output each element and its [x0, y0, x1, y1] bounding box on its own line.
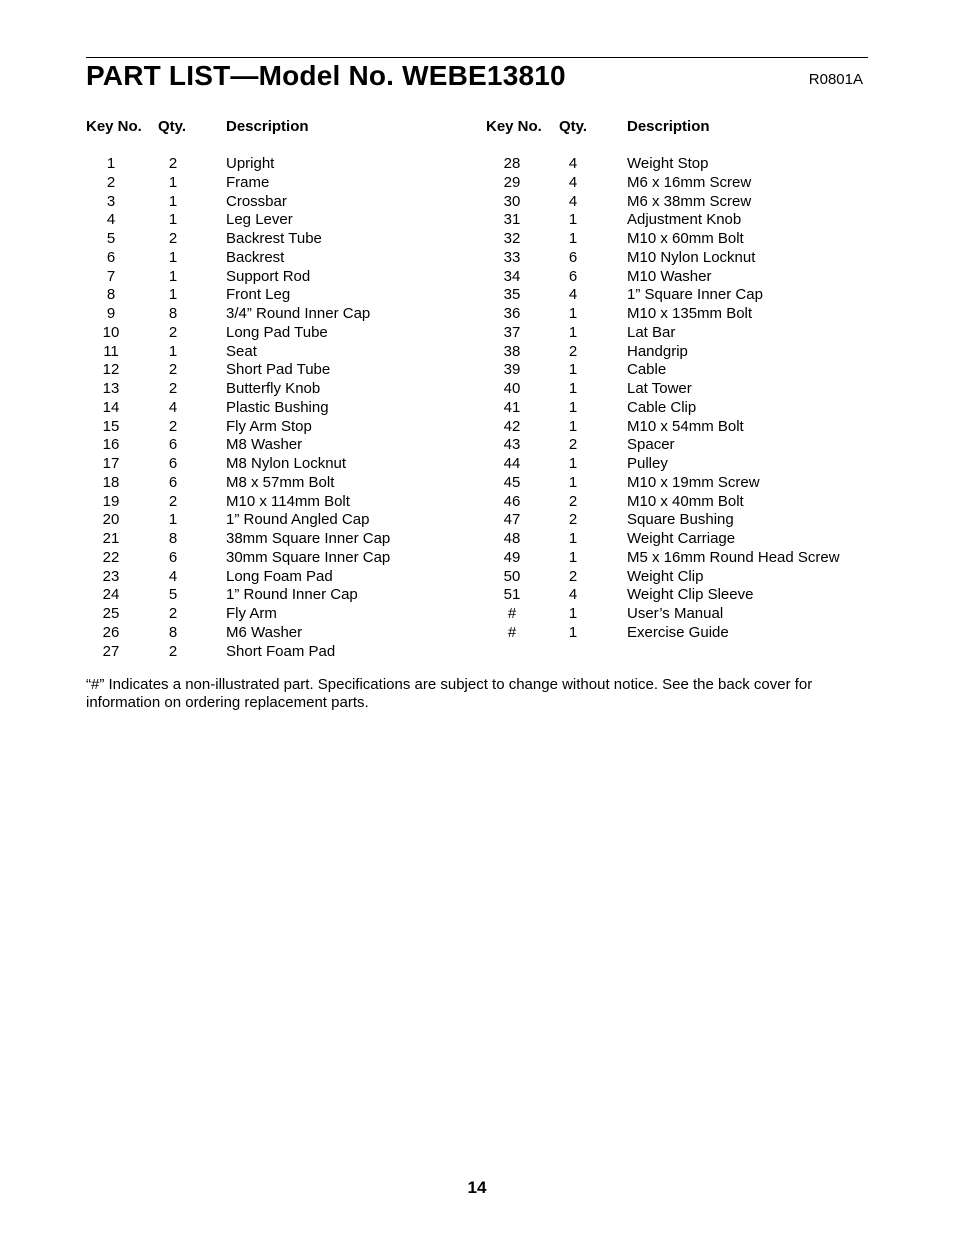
part-description: M8 Washer: [226, 436, 303, 454]
part-qty: 1: [568, 361, 578, 379]
part-key-no: 42: [503, 417, 521, 435]
part-description: Lat Tower: [627, 380, 692, 397]
table-row: [486, 586, 876, 605]
part-qty: 1: [168, 248, 178, 266]
part-key-no: 22: [102, 548, 120, 566]
part-qty: 4: [168, 567, 178, 585]
part-description: Upright: [226, 155, 275, 172]
part-description: M10 x 135mm Bolt: [627, 305, 753, 322]
table-row: [486, 305, 876, 324]
header-description: Description: [226, 118, 309, 135]
part-description: M6 x 38mm Screw: [627, 192, 752, 210]
part-key-no: 45: [503, 473, 521, 491]
part-qty: 1: [568, 605, 578, 622]
part-description: Frame: [226, 173, 270, 191]
part-key-no: 9: [106, 305, 116, 322]
part-description: Front Leg: [226, 286, 291, 304]
part-description: 1” Square Inner Cap: [627, 286, 763, 304]
part-description: Short Pad Tube: [226, 361, 331, 379]
part-qty: 6: [168, 455, 178, 472]
table-row: [86, 324, 476, 343]
table-row: [486, 193, 876, 212]
part-qty: 1: [568, 623, 578, 641]
document-code: R0801A: [808, 71, 863, 88]
part-key-no: 31: [503, 211, 521, 229]
part-description: Pulley: [627, 455, 668, 472]
part-qty: 2: [168, 361, 178, 379]
table-row: [86, 511, 476, 530]
table-row: [86, 605, 476, 624]
table-row: [86, 361, 476, 380]
part-qty: 1: [168, 286, 178, 304]
part-key-no: 29: [503, 173, 521, 191]
part-description: Crossbar: [226, 192, 287, 210]
part-qty: 1: [568, 211, 578, 229]
part-description: M10 x 19mm Screw: [627, 473, 760, 491]
header-description: Description: [627, 118, 710, 135]
part-description: M5 x 16mm Round Head Screw: [627, 548, 840, 566]
header-qty: Qty.: [158, 118, 187, 135]
part-key-no: 13: [102, 380, 120, 397]
part-key-no: 24: [102, 586, 120, 604]
part-qty: 1: [568, 417, 578, 435]
table-row: [86, 155, 476, 174]
part-key-no: 39: [503, 361, 521, 379]
part-description: Support Rod: [226, 267, 311, 285]
part-qty: 1: [168, 267, 178, 285]
part-description: Handgrip: [627, 342, 688, 360]
part-qty: 6: [168, 548, 178, 566]
table-row: [486, 530, 876, 549]
part-key-no: 20: [102, 511, 120, 529]
part-key-no: 23: [102, 567, 120, 585]
part-description: Short Foam Pad: [226, 642, 336, 660]
part-description: Butterfly Knob: [226, 380, 321, 397]
table-row: [86, 305, 476, 324]
part-key-no: 26: [102, 623, 120, 641]
part-description: 1” Round Angled Cap: [226, 511, 370, 529]
part-description: Leg Lever: [226, 211, 293, 229]
part-key-no: 46: [503, 492, 521, 510]
table-row: [86, 568, 476, 587]
part-qty: 1: [168, 342, 178, 360]
part-key-no: #: [507, 623, 517, 641]
part-qty: 4: [568, 286, 578, 304]
part-qty: 2: [568, 492, 578, 510]
part-key-no: 18: [102, 473, 120, 491]
part-key-no: 30: [503, 192, 521, 210]
part-key-no: 50: [503, 567, 521, 585]
part-description: Weight Carriage: [627, 530, 736, 547]
part-qty: 4: [568, 192, 578, 210]
table-row: [486, 174, 876, 193]
part-description: Spacer: [627, 436, 675, 454]
part-qty: 1: [568, 380, 578, 397]
part-qty: 1: [168, 511, 178, 529]
part-key-no: 16: [102, 436, 120, 454]
part-qty: 1: [168, 211, 178, 229]
table-row: [86, 549, 476, 568]
table-row: [486, 624, 876, 643]
part-key-no: 3: [106, 192, 116, 210]
part-key-no: 40: [503, 380, 521, 397]
part-description: Cable: [627, 361, 667, 379]
part-key-no: 51: [503, 586, 521, 604]
part-qty: 2: [168, 642, 178, 660]
part-qty: 2: [568, 342, 578, 360]
table-row: [486, 343, 876, 362]
table-row: [86, 586, 476, 605]
part-key-no: 19: [102, 492, 120, 510]
part-description: Lat Bar: [627, 323, 676, 341]
part-qty: 1: [568, 473, 578, 491]
part-description: Fly Arm Stop: [226, 417, 312, 435]
column-headers: [86, 118, 476, 138]
table-row: [86, 174, 476, 193]
part-description: Exercise Guide: [627, 623, 729, 641]
table-row: [486, 418, 876, 437]
part-key-no: 5: [106, 230, 116, 247]
table-row: [486, 211, 876, 230]
part-description: M10 x 114mm Bolt: [226, 492, 350, 510]
part-qty: 1: [568, 305, 578, 322]
part-key-no: 7: [106, 267, 116, 285]
part-key-no: #: [507, 605, 517, 622]
part-qty: 8: [168, 305, 178, 322]
part-rows: [86, 155, 476, 661]
part-qty: 6: [168, 436, 178, 454]
header-key-no: Key No.: [86, 118, 142, 135]
part-description: 1” Round Inner Cap: [226, 586, 358, 604]
part-qty: 2: [168, 492, 178, 510]
part-key-no: 38: [503, 342, 521, 360]
part-description: Square Bushing: [627, 511, 734, 529]
part-key-no: 4: [106, 211, 116, 229]
part-qty: 4: [568, 586, 578, 604]
part-key-no: 44: [503, 455, 521, 472]
part-description: Weight Stop: [627, 155, 709, 172]
part-list-right: [486, 118, 876, 641]
part-qty: 1: [568, 398, 578, 416]
part-rows: [486, 155, 876, 643]
part-qty: 4: [568, 173, 578, 191]
part-qty: 6: [168, 473, 178, 491]
part-key-no: 49: [503, 548, 521, 566]
table-row: [486, 493, 876, 512]
part-qty: 8: [168, 530, 178, 547]
part-key-no: 12: [102, 361, 120, 379]
part-key-no: 36: [503, 305, 521, 322]
table-row: [86, 343, 476, 362]
part-description: Long Foam Pad: [226, 567, 333, 585]
part-key-no: 15: [102, 417, 120, 435]
table-row: [86, 380, 476, 399]
table-row: [86, 455, 476, 474]
part-key-no: 33: [503, 248, 521, 266]
part-qty: 2: [168, 155, 178, 172]
header-qty: Qty.: [559, 118, 588, 135]
table-row: [86, 193, 476, 212]
part-key-no: 43: [503, 436, 521, 454]
table-row: [86, 493, 476, 512]
table-row: [86, 249, 476, 268]
part-description: M10 Washer: [627, 267, 712, 285]
part-qty: 2: [168, 380, 178, 397]
table-row: [86, 624, 476, 643]
part-description: Plastic Bushing: [226, 398, 329, 416]
part-key-no: 41: [503, 398, 521, 416]
part-key-no: 6: [106, 248, 116, 266]
part-qty: 2: [168, 605, 178, 622]
part-qty: 2: [168, 323, 178, 341]
table-row: [486, 474, 876, 493]
part-qty: 1: [568, 455, 578, 472]
part-qty: 1: [568, 530, 578, 547]
table-row: [86, 474, 476, 493]
header-rule: [86, 57, 868, 58]
part-description: M8 Nylon Locknut: [226, 455, 347, 472]
table-row: [486, 568, 876, 587]
table-row: [486, 399, 876, 418]
table-row: [486, 549, 876, 568]
part-key-no: 21: [102, 530, 120, 547]
table-row: [486, 511, 876, 530]
part-key-no: 14: [102, 398, 120, 416]
table-row: [86, 286, 476, 305]
part-qty: 2: [568, 511, 578, 529]
part-key-no: 47: [503, 511, 521, 529]
part-qty: 1: [568, 230, 578, 247]
part-qty: 4: [168, 398, 178, 416]
table-row: [486, 286, 876, 305]
part-description: Weight Clip: [627, 567, 704, 585]
part-qty: 4: [568, 155, 578, 172]
table-row: [486, 605, 876, 624]
part-description: Fly Arm: [226, 605, 277, 622]
part-description: Adjustment Knob: [627, 211, 742, 229]
part-description: Weight Clip Sleeve: [627, 586, 754, 604]
page-number: 14: [467, 1178, 487, 1197]
part-key-no: 1: [106, 155, 116, 172]
part-qty: 6: [568, 267, 578, 285]
part-qty: 2: [568, 436, 578, 454]
table-row: [86, 530, 476, 549]
table-row: [486, 155, 876, 174]
table-row: [86, 643, 476, 662]
part-description: 3/4” Round Inner Cap: [226, 305, 371, 322]
part-key-no: 2: [106, 173, 116, 191]
table-row: [86, 418, 476, 437]
part-list-left: [86, 118, 476, 660]
part-key-no: 27: [102, 642, 120, 660]
part-description: 38mm Square Inner Cap: [226, 530, 391, 547]
part-qty: 6: [568, 248, 578, 266]
table-row: [486, 268, 876, 287]
part-description: Cable Clip: [627, 398, 697, 416]
part-qty: 8: [168, 623, 178, 641]
part-description: M10 x 40mm Bolt: [627, 492, 744, 510]
part-description: M6 x 16mm Screw: [627, 173, 752, 191]
part-description: M10 x 60mm Bolt: [627, 230, 744, 247]
footnote: “#” Indicates a non-illustrated part. Specifications are subject to change without notice. See the back cover for information on ordering replacement parts.: [86, 676, 813, 711]
part-key-no: 10: [102, 323, 120, 341]
table-row: [486, 380, 876, 399]
table-row: [486, 324, 876, 343]
part-qty: 2: [168, 230, 178, 247]
table-row: [486, 361, 876, 380]
header-key-no: Key No.: [486, 118, 542, 135]
table-row: [86, 268, 476, 287]
table-row: [86, 230, 476, 249]
part-key-no: 11: [103, 342, 119, 360]
part-key-no: 35: [503, 286, 521, 304]
part-description: Backrest Tube: [226, 230, 322, 247]
table-row: [86, 211, 476, 230]
part-description: 30mm Square Inner Cap: [226, 548, 391, 566]
part-qty: 2: [168, 417, 178, 435]
table-row: [486, 230, 876, 249]
part-description: M6 Washer: [226, 623, 303, 641]
part-key-no: 48: [503, 530, 521, 547]
part-qty: 2: [568, 567, 578, 585]
part-key-no: 34: [503, 267, 521, 285]
part-description: Seat: [226, 342, 257, 360]
part-description: M10 x 54mm Bolt: [627, 417, 744, 435]
part-key-no: 28: [503, 155, 521, 172]
part-description: M10 Nylon Locknut: [627, 248, 756, 266]
part-qty: 1: [568, 323, 578, 341]
part-qty: 1: [168, 192, 178, 210]
part-key-no: 32: [503, 230, 521, 247]
table-row: [486, 249, 876, 268]
part-description: User’s Manual: [627, 605, 724, 622]
table-row: [486, 455, 876, 474]
part-qty: 1: [568, 548, 578, 566]
part-description: M8 x 57mm Bolt: [226, 473, 335, 491]
part-key-no: 17: [102, 455, 120, 472]
part-description: Long Pad Tube: [226, 323, 328, 341]
part-key-no: 37: [503, 323, 521, 341]
part-description: Backrest: [226, 248, 285, 266]
part-key-no: 8: [106, 286, 116, 304]
table-row: [486, 436, 876, 455]
part-key-no: 25: [102, 605, 120, 622]
column-headers: [486, 118, 876, 138]
part-qty: 1: [168, 173, 178, 191]
part-qty: 5: [168, 586, 178, 604]
table-row: [86, 399, 476, 418]
page-title: PART LIST—Model No. WEBE13810: [86, 60, 566, 91]
table-row: [86, 436, 476, 455]
